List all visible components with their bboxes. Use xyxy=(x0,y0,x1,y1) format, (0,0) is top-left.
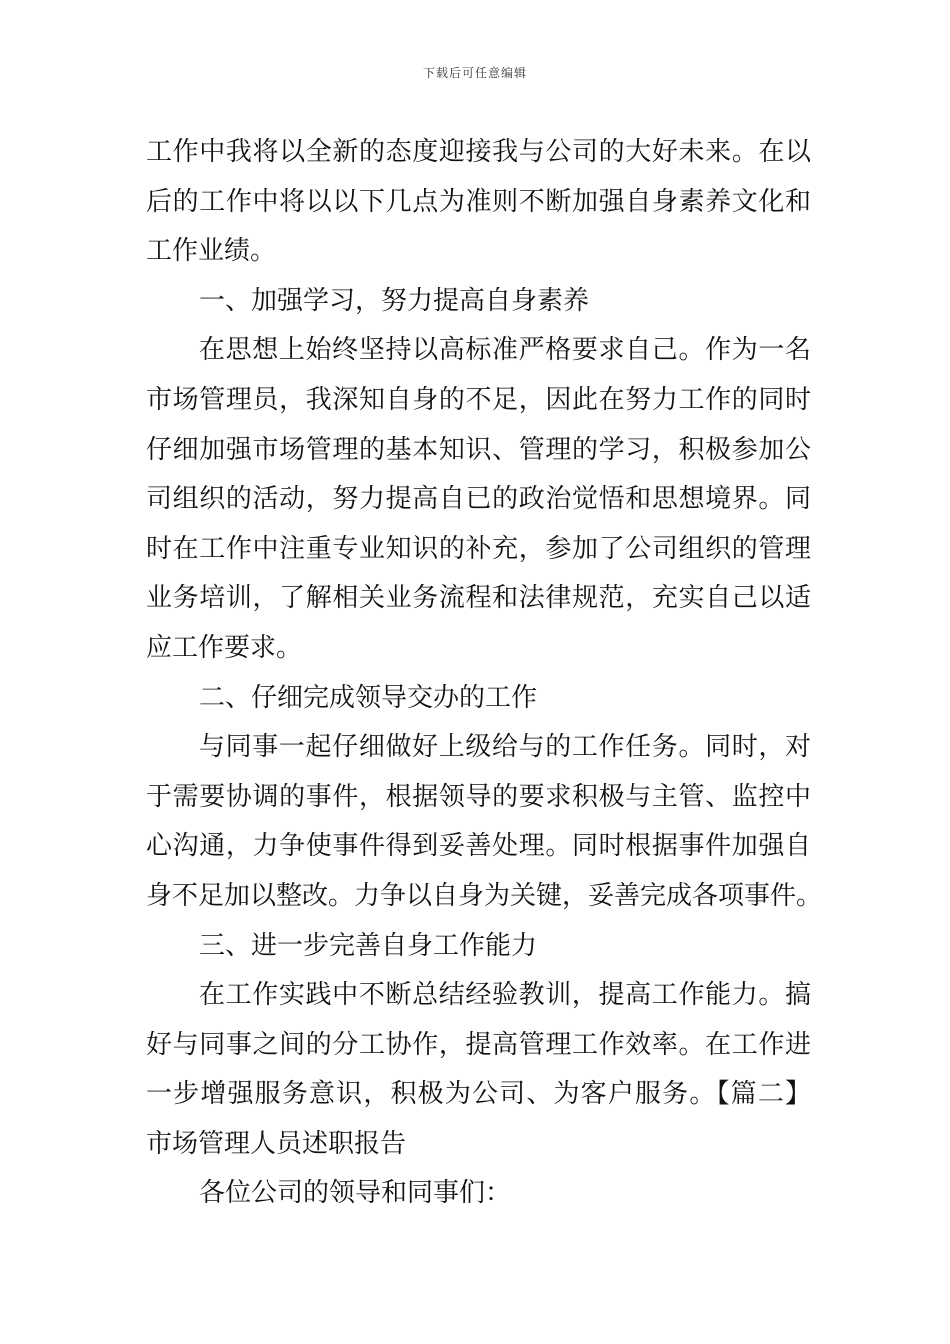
document-body xyxy=(146,128,823,1219)
paragraph-line: 市场管理员，我深知自身的不足，因此在努力工作的同时 xyxy=(146,384,811,415)
paragraph-line: 仔细加强市场管理的基本知识、管理的学习，积极参加公 xyxy=(146,434,811,465)
paragraph-line: 好与同事之间的分工协作，提高管理工作效率。在工作进 xyxy=(146,1029,811,1060)
paragraph-line: 工作业绩。 xyxy=(146,236,277,267)
section-heading: 一、加强学习，努力提高自身素养 xyxy=(199,285,590,316)
paragraph-line: 心沟通，力争使事件得到妥善处理。同时根据事件加强自 xyxy=(146,831,811,862)
paragraph-line: 司组织的活动，努力提高自已的政治觉悟和思想境界。同 xyxy=(146,484,811,515)
paragraph-line: 与同事一起仔细做好上级给与的工作任务。同时，对 xyxy=(199,732,811,763)
section-heading: 二、仔细完成领导交办的工作 xyxy=(199,682,538,713)
paragraph-line: 工作中我将以全新的态度迎接我与公司的大好未来。在以 xyxy=(146,137,811,167)
paragraph-line: 业务培训，了解相关业务流程和法律规范，充实自己以适 xyxy=(146,583,811,614)
salutation-line: 各位公司的领导和同事们： xyxy=(199,1178,512,1209)
paragraph-line: 在思想上始终坚持以高标准严格要求自己。作为一名 xyxy=(199,335,811,366)
paragraph-line: 市场管理人员述职报告 xyxy=(146,1128,407,1159)
paragraph-line: 时在工作中注重专业知识的补充，参加了公司组织的管理 xyxy=(146,533,811,564)
paragraph-line: 后的工作中将以以下几点为准则不断加强自身素养文化和 xyxy=(146,186,811,217)
section-heading: 三、进一步完善自身工作能力 xyxy=(199,930,538,961)
paragraph-line: 在工作实践中不断总结经验教训，提高工作能力。搞 xyxy=(199,980,811,1011)
paragraph-line: 于需要协调的事件，根据领导的要求积极与主管、监控中 xyxy=(146,781,811,812)
paragraph-line: 身不足加以整改。力争以自身为关键，妥善完成各项事件。 xyxy=(146,880,823,911)
paragraph-line: 应工作要求。 xyxy=(146,632,303,663)
page-header: 下载后可任意编辑 xyxy=(422,66,527,80)
paragraph-line: 一步增强服务意识，积极为公司、为客户服务。【篇二】 xyxy=(146,1079,811,1110)
